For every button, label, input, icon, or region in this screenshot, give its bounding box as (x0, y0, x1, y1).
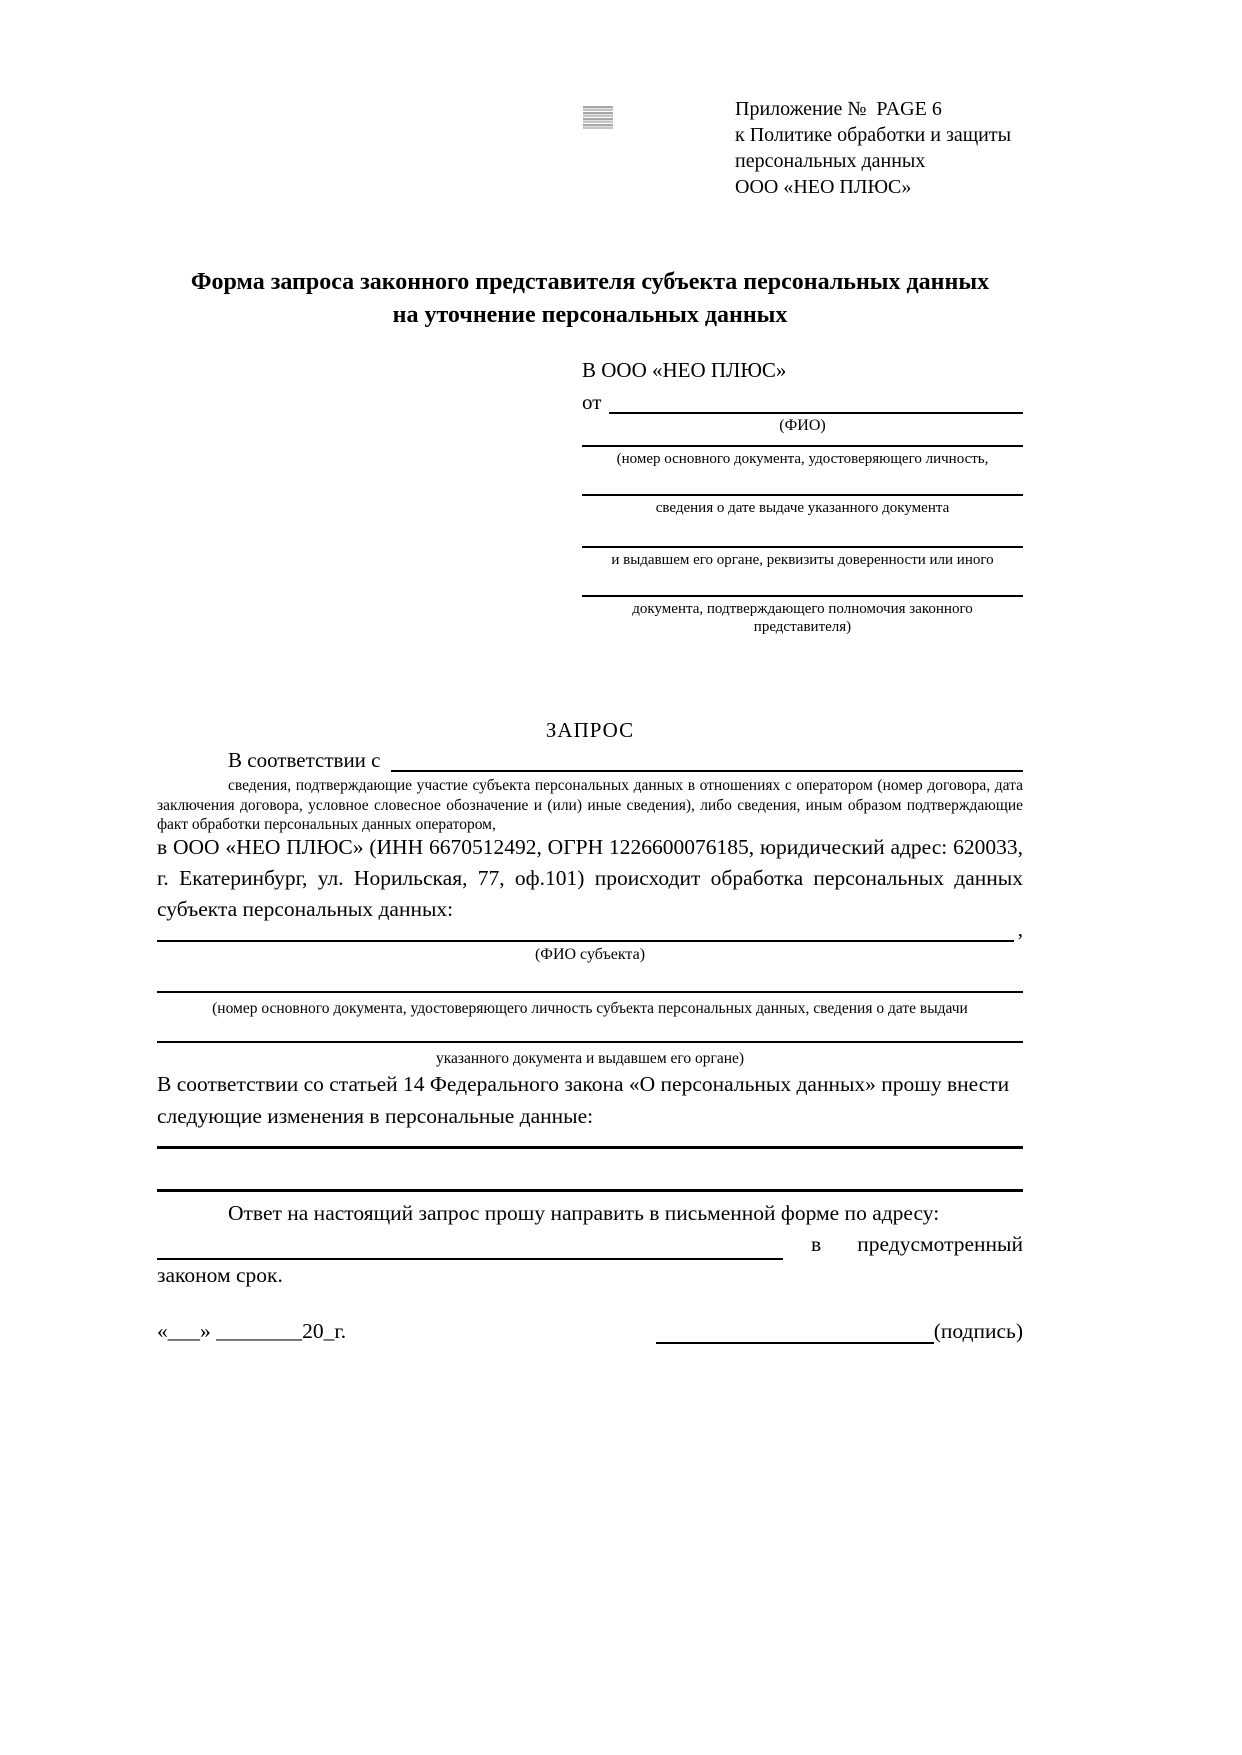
signature-blank-line (656, 1342, 934, 1344)
response-tail-end: законом срок. (157, 1263, 283, 1287)
signature-date: «___» ________20_г. (157, 1319, 347, 1343)
response-paragraph: Ответ на настоящий запрос прошу направить в письменной форме по адресу: (228, 1201, 940, 1225)
amendment-blank-line-2 (157, 1189, 1023, 1192)
doc-blank-line-3 (582, 517, 1023, 548)
signature-row (157, 1314, 1023, 1344)
request-heading: ЗАПРОС (545, 718, 635, 742)
subject-doc-blank-line-1 (157, 991, 1023, 993)
doc-caption-3: и выдавшем его органе, реквизиты доверенности или иного (611, 552, 994, 568)
fine-print-note: сведения, подтверждающие участие субъекта персональных данных в отношениях с оператором (номер договора, дата заключения договора, условное словесное обозначение и (или) иные сведения), либо сведения, иным образом подтверждающие факт обработки персональных данных оператором, (157, 777, 1023, 833)
response-address-row (157, 1229, 1023, 1260)
subject-fio-caption: (ФИО субъекта) (534, 946, 646, 963)
appendix-policy-line-1: к Политике обработки и защиты (735, 124, 1012, 146)
signature-caption: (подпись) (933, 1319, 1023, 1343)
subject-fio-row (157, 917, 1023, 942)
appendix-number-line: Приложение № PAGE 6 (735, 98, 942, 120)
appendix-policy-line-2: персональных данных (735, 150, 926, 172)
response-block (157, 1198, 1023, 1291)
response-tail: в предусмотренный (811, 1232, 1023, 1256)
subject-fio-trailing-comma: , (1017, 917, 1023, 941)
doc-blank-line-1 (582, 436, 1023, 447)
amendment-request-paragraph: В соответствии со статьей 14 Федерального закона «О персональных данных» прошу внести следующие изменения в персональные данные: (157, 1072, 1010, 1128)
form-title-line-1: Форма запроса законного представителя субъекта персональных данных (190, 269, 990, 295)
form-title (157, 266, 1023, 332)
fio-caption: (ФИО) (779, 417, 826, 434)
blurred-stamp-artifact (583, 106, 613, 130)
basis-blank-line (391, 770, 1024, 772)
subject-doc-caption-2: указанного документа и выдавшем его органе) (435, 1050, 745, 1067)
form-title-line-2: на уточнение персональных данных (392, 302, 788, 328)
doc-caption-4: документа, подтверждающего полномочия законного представителя) (632, 601, 973, 635)
addressee-from-row (582, 388, 1023, 414)
operator-paragraph: в ООО «НЕО ПЛЮС» (ИНН 6670512492, ОГРН 1226600076185, юридический адрес: 620033, г. Екатеринбург, ул. Норильская, 77, оф.101) происходит обработка персональных данных субъекта персональных данных: (157, 835, 1023, 921)
doc-caption-2: сведения о дате выдаче указанного документа (655, 500, 950, 516)
subject-doc-caption-1: (номер основного документа, удостоверяющего личность субъекта персональных данных, сведения о дате выдачи (212, 1000, 968, 1017)
basis-prefix: В соответствии с (228, 748, 381, 772)
basis-row (157, 746, 1023, 772)
doc-blank-line-2 (582, 468, 1023, 496)
doc-blank-line-4 (582, 569, 1023, 597)
addressee-block (582, 356, 1023, 636)
appendix-block (735, 96, 1055, 200)
subject-doc-blank-line-2 (157, 1041, 1023, 1043)
amendment-blank-line-1 (157, 1146, 1023, 1149)
appendix-company: ООО «НЕО ПЛЮС» (735, 176, 912, 198)
doc-caption-1: (номер основного документа, удостоверяющего личность, (616, 451, 989, 467)
fio-blank-line (609, 412, 1023, 414)
addressee-from-label: от (582, 390, 602, 414)
subject-fio-blank-line (157, 940, 1014, 942)
addressee-to: В ООО «НЕО ПЛЮС» (582, 358, 787, 382)
